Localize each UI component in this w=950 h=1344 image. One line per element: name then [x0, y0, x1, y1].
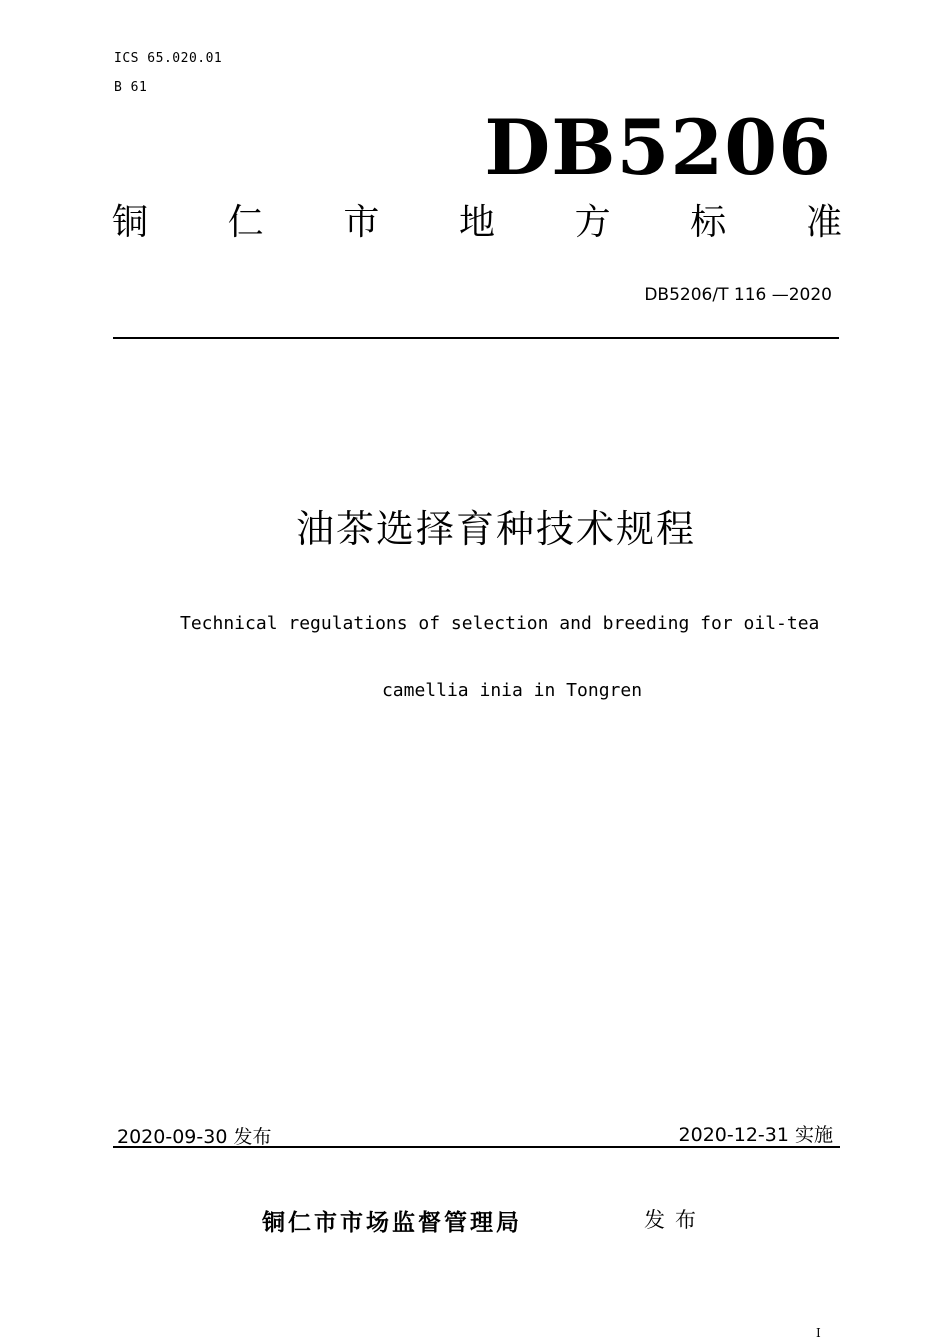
standard-type-char: 准	[805, 202, 842, 243]
standard-type-char: 地	[458, 202, 495, 243]
standard-type	[112, 202, 842, 243]
issuer-action: 发布	[644, 1208, 706, 1232]
standard-code: DB5206	[484, 103, 832, 192]
title-chinese: 油茶选择育种技术规程	[295, 507, 696, 551]
standard-type-char: 仁	[227, 202, 264, 243]
page-number: I	[816, 1326, 821, 1340]
classification-code: B 61	[114, 80, 148, 95]
issuer-name: 铜仁市市场监督管理局	[262, 1210, 522, 1236]
effective-date: 2020-12-31 实施	[678, 1124, 833, 1146]
ics-code: ICS 65.020.01	[114, 51, 223, 66]
publish-date: 2020-09-30 发布	[117, 1126, 272, 1148]
standard-type-char: 方	[574, 202, 611, 243]
bottom-divider	[113, 1146, 840, 1148]
title-english-line2: camellia inia in Tongren	[381, 680, 643, 701]
standard-number: DB5206/T 116 —2020	[644, 285, 832, 305]
standard-type-char: 市	[343, 202, 380, 243]
title-english-line1: Technical regulations of selection and breeding for oil-tea	[180, 613, 820, 634]
top-divider	[113, 337, 839, 339]
standard-type-char: 标	[690, 202, 727, 243]
standard-type-char: 铜	[112, 202, 149, 243]
